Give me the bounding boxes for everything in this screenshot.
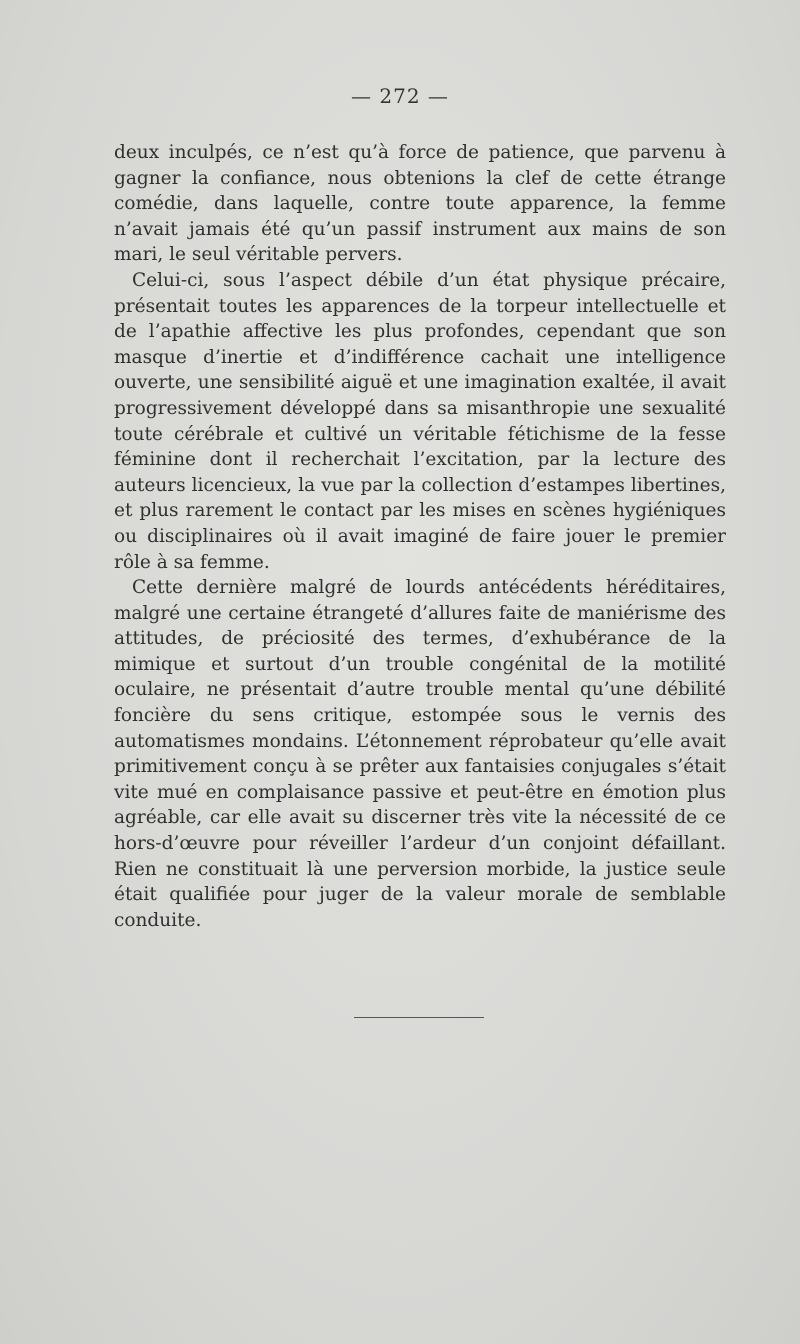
- section-end-rule: [354, 1017, 484, 1018]
- page-number: — 272 —: [351, 84, 449, 108]
- paragraph-3: Cette dernière malgré de lourds antécédents héréditaires, malgré une certaine étrangeté d’allures faite de maniérisme des attitudes, de préciosité des termes, d’exhubérance de la mimique et surtout d’un trouble congénital de la motilité oculaire, ne présentait d’autre trouble mental qu’une débilité foncière du sens critique, estompée sous le vernis des automatismes mondains. L’étonnement réprobateur qu’elle avait primitivement conçu à se prêter aux fantaisies conjugales s’était vite mué en complaisance passive et peut-être en émotion plus agréable, car elle avait su discerner très vite la nécessité de ce hors-d’œuvre pour réveiller l’ardeur d’un conjoint défaillant. Rien ne constituait là une perversion morbide, la justice seule était qualifiée pour juger de la valeur morale de semblable conduite.: [114, 577, 726, 931]
- body-text: [114, 140, 726, 933]
- paragraph-2: Celui-ci, sous l’aspect débile d’un état physique précaire, présentait toutes les apparences de la torpeur intellectuelle et de l’apathie affective les plus profondes, cependant que son masque d’inertie et d’indifférence cachait une intelligence ouverte, une sensibilité aiguë et une imagination exaltée, il avait progressivement développé dans sa misanthropie une sexualité toute cérébrale et cultivé un véritable fétichisme de la fesse féminine dont il recherchait l’excitation, par la lecture des auteurs licencieux, la vue par la collection d’estampes libertines, et plus rarement le contact par les mises en scènes hygiéniques ou disciplinaires où il avait imaginé de faire jouer le premier rôle à sa femme.: [114, 269, 726, 573]
- paragraph-1: deux inculpés, ce n’est qu’à force de patience, que parvenu à gagner la confiance, nous obtenions la clef de cette étrange comédie, dans laquelle, contre toute apparence, la femme n’avait jamais été qu’un passif instrument aux mains de son mari, le seul véritable pervers.: [114, 142, 726, 266]
